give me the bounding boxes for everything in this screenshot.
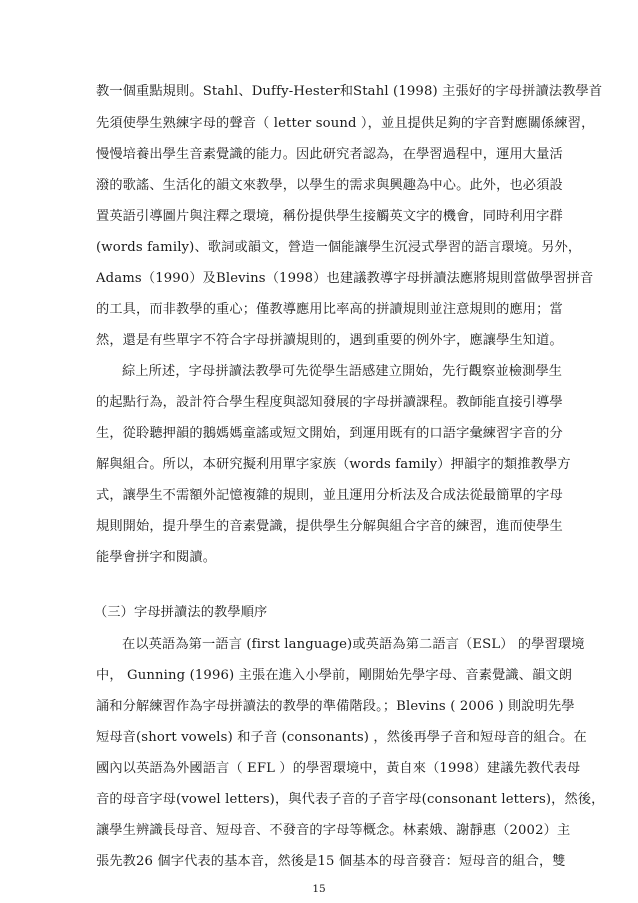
body-text-line: 潑的歌謠、生活化的韻文來教學，以學生的需求與興趣為中心。此外，也必須設 xyxy=(96,178,563,193)
body-text-line: 生，從聆聽押韻的鵝媽媽童謠或短文開始，到運用既有的口語字彙練習字音的分 xyxy=(96,426,563,441)
body-text-line: 國內以英語為外國語言（ EFL ）的學習環境中，黃自來（1998）建議先教代表母 xyxy=(96,761,581,776)
body-text-line: 張先教26 個字代表的基本音，然後是15 個基本的母音發音：短母音的組合，雙 xyxy=(96,854,566,869)
body-text-line: (words family)、歌詞或韻文，營造一個能讓學生沉浸式學習的語言環境。另外， xyxy=(96,240,582,255)
body-text-line: 誦和分解練習作為字母拼讀法的教學的準備階段。；Blevins ( 2006 ) 則說明先學 xyxy=(96,699,575,714)
body-text-line: 的工具，而非教學的重心；僅教導應用比率高的拼讀規則並注意規則的應用；當 xyxy=(96,302,563,317)
body-text-line: 解與組合。所以，本研究擬利用單字家族（words family）押韻字的類推教學方 xyxy=(96,457,571,472)
body-text-line: 能學會拼字和閱讀。 xyxy=(96,550,217,565)
body-text-line: 在以英語為第一語言 (first language)或英語為第二語言（ESL） 的學習環境 xyxy=(122,637,585,652)
body-text-line: 短母音(short vowels) 和子音 (consonants) ，然後再學子音和短母音的組合。在 xyxy=(96,730,587,745)
body-text-line: 教一個重點規則。Stahl、Duffy-Hester和Stahl (1998) 主張好的字母拼讀法教學首 xyxy=(96,84,603,99)
body-text-line: 然，還是有些單字不符合字母拼讀規則的，遇到重要的例外字，應讓學生知道。 xyxy=(96,333,563,348)
body-text-line: 置英語引導圖片與注釋之環境，稱份提供學生接觸英文字的機會，同時利用字群 xyxy=(96,209,563,224)
body-text-line: 慢慢培養出學生音素覺識的能力。因此研究者認為，在學習過程中，運用大量活 xyxy=(96,147,563,162)
body-text-line: 音的母音字母(vowel letters)，與代表子音的子音字母(consonant letters)，然後， xyxy=(96,792,605,807)
body-text-line: Adams（1990）及Blevins（1998）也建議教導字母拼讀法應將規則當做學習拼音 xyxy=(96,271,594,286)
body-text-line: 中， Gunning (1996) 主張在進入小學前，剛開始先學字母、音素覺識、韻文朗 xyxy=(96,668,573,683)
body-text-line: 先須使學生熟練字母的聲音（ letter sound ），並且提供足夠的字音對應關係練習， xyxy=(96,116,595,131)
body-text-line: 規則開始，提升學生的音素覺識，提供學生分解與組合字音的練習，進而使學生 xyxy=(96,519,563,534)
body-text-line: 式，讓學生不需額外記憶複雜的規則，並且運用分析法及合成法從最簡單的字母 xyxy=(96,488,563,503)
body-text-line: 讓學生辨識長母音、短母音、不發音的字母等概念。林素娥、謝靜惠（2002）主 xyxy=(96,823,571,838)
body-text-line: 的起點行為，設計符合學生程度與認知發展的字母拼讀課程。教師能直接引導學 xyxy=(96,395,563,410)
body-text-line: 綜上所述，字母拼讀法教學可先從學生語感建立開始，先行觀察並檢測學生 xyxy=(122,364,563,379)
page-number: 15 xyxy=(312,883,326,895)
section-heading: （三）字母拼讀法的教學順序 xyxy=(94,605,268,620)
